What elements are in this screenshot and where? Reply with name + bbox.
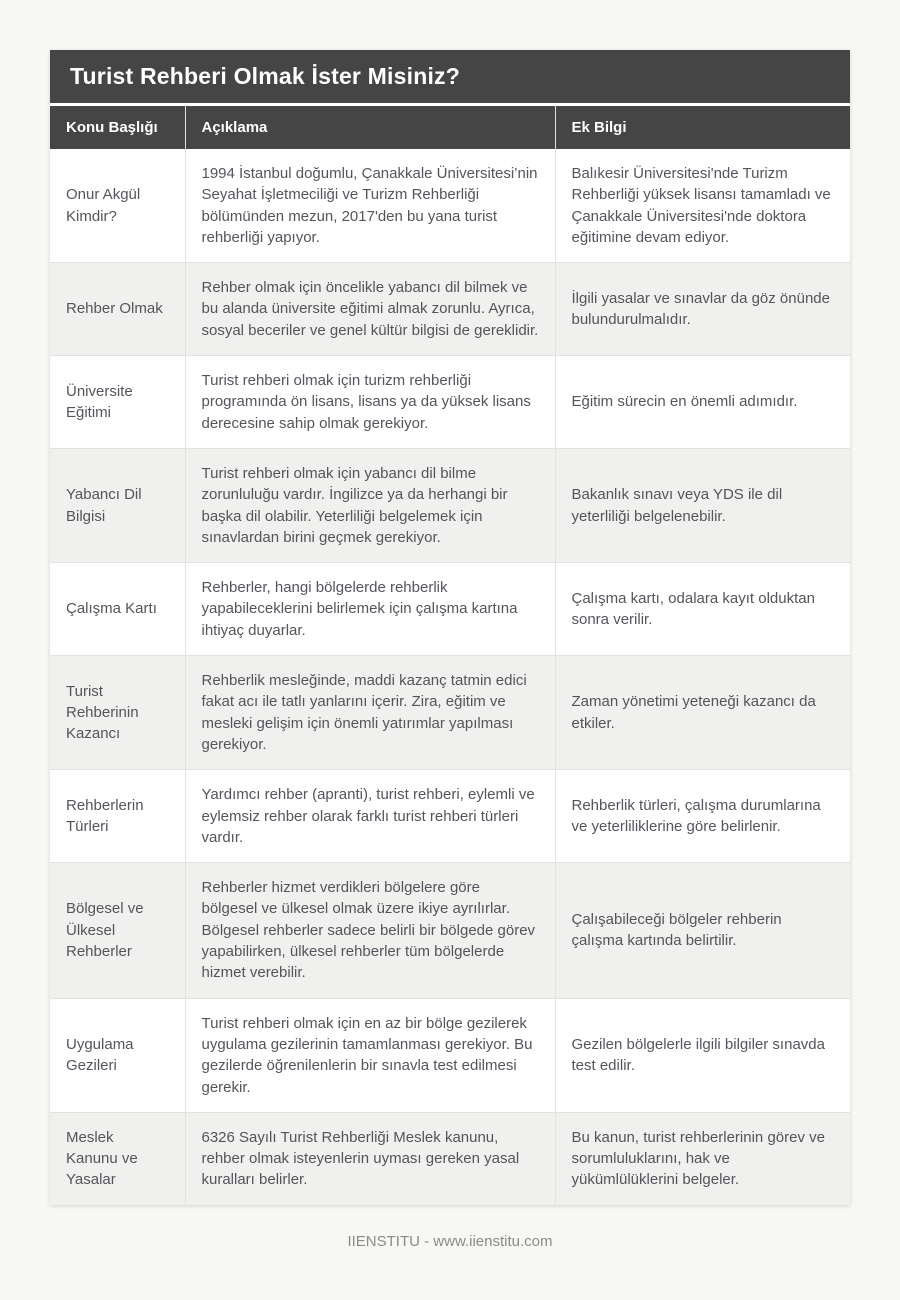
extra-cell: Bu kanun, turist rehberlerinin görev ve sorumluluklarını, hak ve yükümlülüklerini belgeler. bbox=[555, 1112, 850, 1204]
description-cell: Rehberler hizmet verdikleri bölgelere göre bölgesel ve ülkesel olmak üzere ikiye ayrılırlar. Bölgesel rehberler sadece belirli bir bölgede görev yapabilirken, ülkesel rehberler tüm bölgelerde hizmet verebilir. bbox=[185, 863, 555, 998]
topic-cell: Bölgesel ve Ülkesel Rehberler bbox=[50, 863, 185, 998]
description-cell: Turist rehberi olmak için yabancı dil bilme zorunluluğu vardır. İngilizce ya da herhangi bir başka dil olabilir. Yeterliliği belgelemek için sınavlardan birini geçmek gerekiyor. bbox=[185, 448, 555, 562]
table-row bbox=[50, 770, 850, 863]
table-row bbox=[50, 448, 850, 562]
description-cell: 6326 Sayılı Turist Rehberliği Meslek kanunu, rehber olmak isteyenlerin uyması gereken yasal kuralları belirler. bbox=[185, 1112, 555, 1204]
topic-cell: Onur Akgül Kimdir? bbox=[66, 186, 141, 225]
extra-cell: Çalışma kartı, odalara kayıt olduktan sonra verilir. bbox=[555, 563, 850, 656]
extra-cell: Balıkesir Üniversitesi'nde Turizm Rehberliği yüksek lisansı tamamladı ve Çanakkale Üniversitesi'nde doktora eğitimine devam ediyor. bbox=[555, 149, 850, 263]
description-cell: 1994 İstanbul doğumlu, Çanakkale Üniversitesi’nin Seyahat İşletmeciliği ve Turizm Rehberliği bölümünden mezun, 2017'den bu yana turist rehberliği yapıyor. bbox=[185, 149, 555, 263]
table-row bbox=[50, 998, 850, 1112]
topic-cell: Üniversite Eğitimi bbox=[50, 356, 185, 449]
topic-cell: Çalışma Kartı bbox=[50, 563, 185, 656]
table-row bbox=[50, 656, 850, 770]
table-row bbox=[50, 263, 850, 356]
topic-cell: Turist Rehberinin Kazancı bbox=[50, 656, 185, 770]
extra-cell: İlgili yasalar ve sınavlar da göz önünde bulundurulmalıdır. bbox=[555, 263, 850, 356]
title-bar bbox=[50, 50, 850, 103]
table-row bbox=[50, 356, 850, 449]
description-cell: Turist rehberi olmak için en az bir bölge gezilerek uygulama gezilerinin tamamlanması gerekiyor. Bu gezilerde öğrenilenlerin bir sınavla test edilmesi gerekir. bbox=[185, 998, 555, 1112]
topic-cell: Rehber Olmak bbox=[50, 263, 185, 356]
extra-cell: Zaman yönetimi yeteneği kazancı da etkiler. bbox=[555, 656, 850, 770]
table-row bbox=[50, 863, 850, 998]
description-cell: Yardımcı rehber (apranti), turist rehberi, eylemli ve eylemsiz rehber olarak farklı turist rehberi türleri vardır. bbox=[185, 770, 555, 863]
topic-cell: Yabancı Dil Bilgisi bbox=[50, 448, 185, 562]
description-cell: Rehberler, hangi bölgelerde rehberlik yapabileceklerini belirlemek için çalışma kartına ihtiyaç duyarlar. bbox=[185, 563, 555, 656]
info-table bbox=[50, 106, 850, 1205]
column-header-description: Açıklama bbox=[185, 106, 555, 149]
page-title: Turist Rehberi Olmak İster Misiniz? bbox=[70, 63, 460, 89]
extra-cell: Eğitim sürecin en önemli adımıdır. bbox=[555, 356, 850, 449]
table-row bbox=[50, 563, 850, 656]
footer-text: IIENSTITU - www.iienstitu.com bbox=[347, 1232, 553, 1250]
column-header-topic: Konu Başlığı bbox=[50, 106, 185, 149]
extra-cell: Bakanlık sınavı veya YDS ile dil yeterliliği belgelenebilir. bbox=[555, 448, 850, 562]
content-card bbox=[50, 50, 850, 1205]
extra-cell: Gezilen bölgelerle ilgili bilgiler sınavda test edilir. bbox=[555, 998, 850, 1112]
topic-cell: Meslek Kanunu ve Yasalar bbox=[50, 1112, 185, 1204]
description-cell: Rehberlik mesleğinde, maddi kazanç tatmin edici fakat acı ile tatlı yanlarını içerir. Zira, eğitim ve mesleki gelişim için önemli yatırımlar yapılması gerekiyor. bbox=[185, 656, 555, 770]
table-row bbox=[50, 149, 850, 263]
description-cell: Turist rehberi olmak için turizm rehberliği programında ön lisans, lisans ya da yüksek lisans derecesine sahip olmak gerekiyor. bbox=[185, 356, 555, 449]
extra-cell: Çalışabileceği bölgeler rehberin çalışma kartında belirtilir. bbox=[555, 863, 850, 998]
topic-cell: Uygulama Gezileri bbox=[50, 998, 185, 1112]
column-header-extra: Ek Bilgi bbox=[555, 106, 850, 149]
table-row bbox=[50, 1112, 850, 1204]
extra-cell: Rehberlik türleri, çalışma durumlarına ve yeterliliklerine göre belirlenir. bbox=[555, 770, 850, 863]
description-cell: Rehber olmak için öncelikle yabancı dil bilmek ve bu alanda üniversite eğitimi almak zorunlu. Ayrıca, sosyal beceriler ve genel kültür bilgisi de gereklidir. bbox=[185, 263, 555, 356]
table-header-row bbox=[50, 106, 850, 149]
topic-cell: Rehberlerin Türleri bbox=[50, 770, 185, 863]
